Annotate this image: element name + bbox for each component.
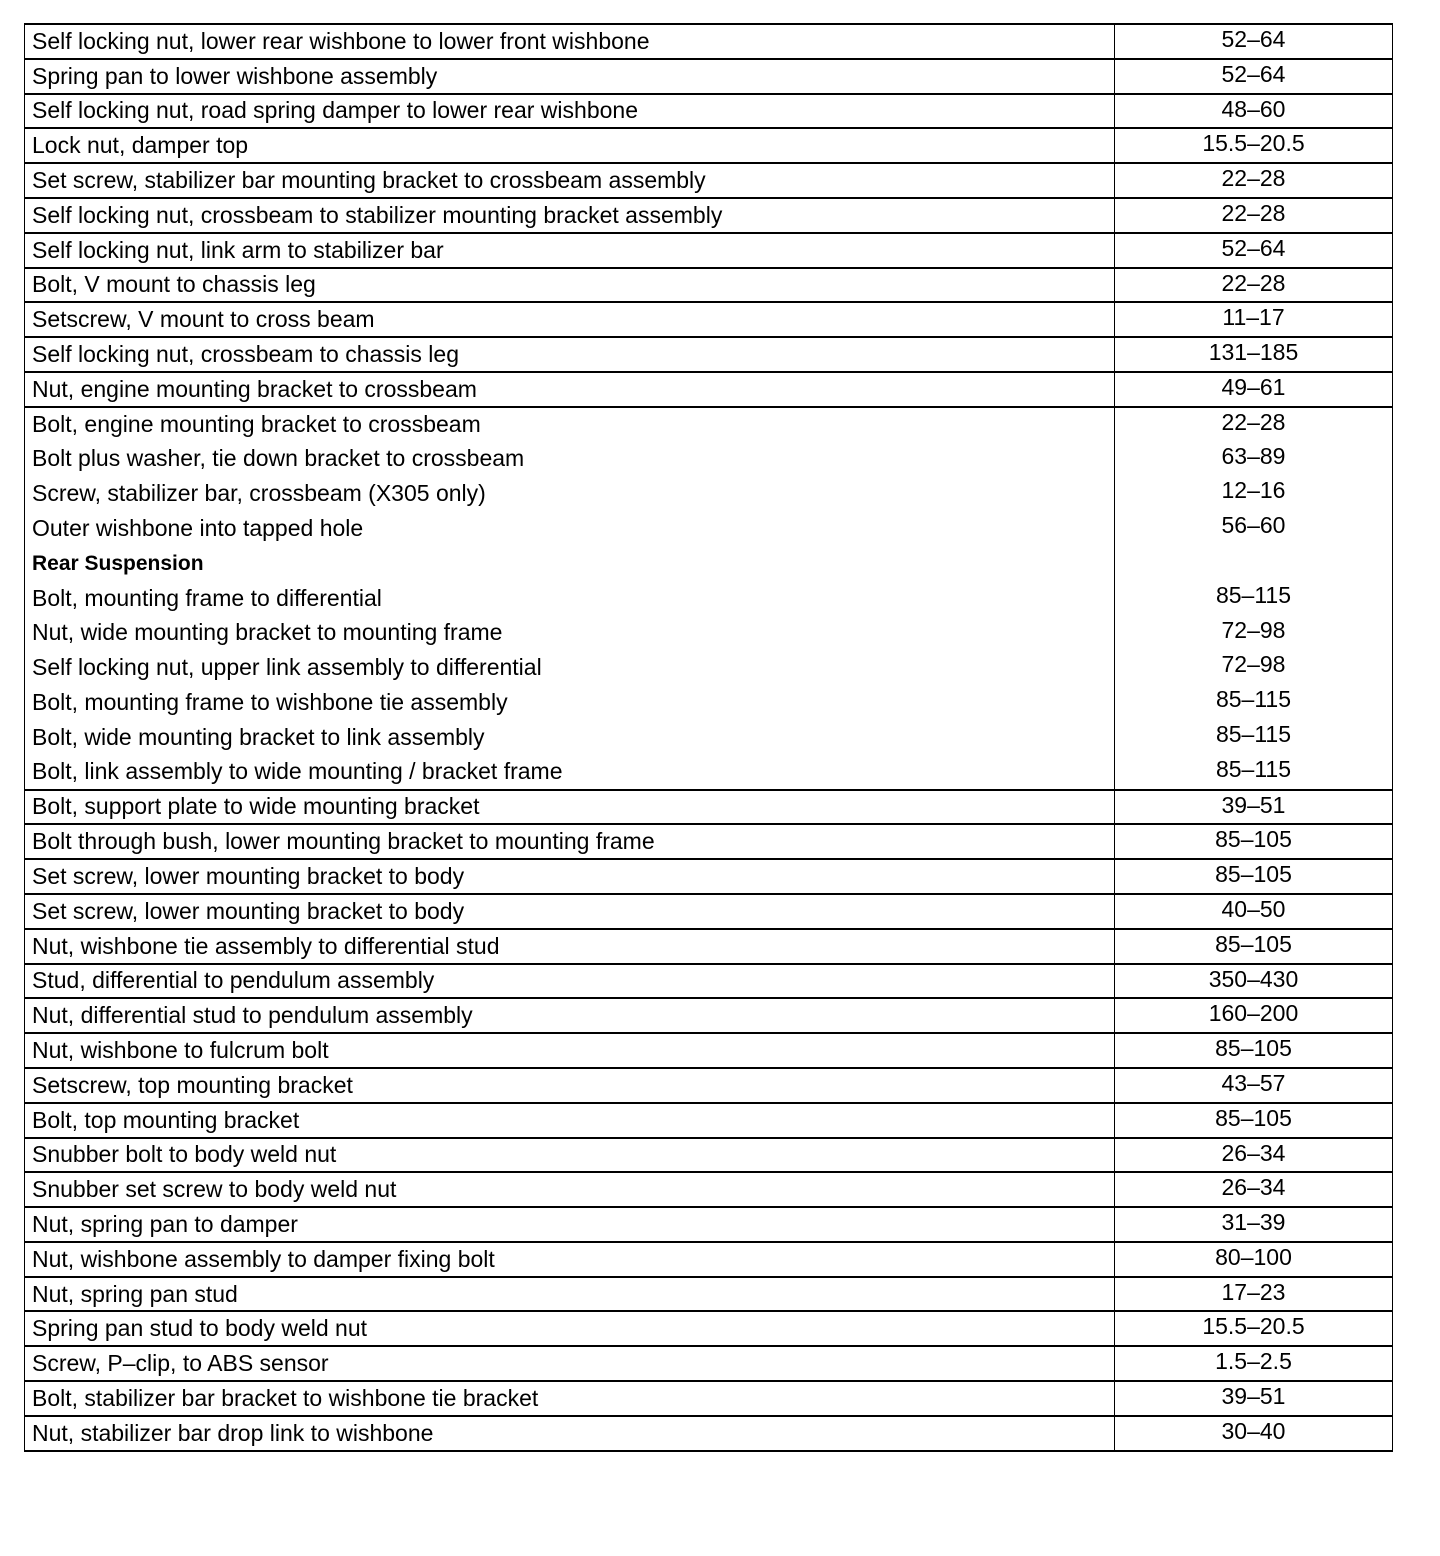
- row-torque-value: 85–115: [1115, 685, 1393, 720]
- table-row: [25, 1103, 1393, 1138]
- table-row: [25, 302, 1393, 337]
- row-description: Bolt, stabilizer bar bracket to wishbone tie bracket: [25, 1381, 1115, 1416]
- row-torque-value: 85–105: [1115, 1033, 1393, 1068]
- row-description: Outer wishbone into tapped hole: [25, 511, 1115, 546]
- row-torque-value: [1115, 546, 1393, 581]
- row-description: Nut, wishbone tie assembly to differential stud: [25, 929, 1115, 964]
- row-torque-value: 22–28: [1115, 407, 1393, 442]
- row-torque-value: 52–64: [1115, 59, 1393, 94]
- table-row: [25, 1381, 1393, 1416]
- table-row: [25, 720, 1393, 755]
- row-torque-value: 56–60: [1115, 511, 1393, 546]
- table-row: [25, 94, 1393, 129]
- row-description: Snubber set screw to body weld nut: [25, 1172, 1115, 1207]
- row-torque-value: 52–64: [1115, 24, 1393, 59]
- row-description: Nut, wishbone to fulcrum bolt: [25, 1033, 1115, 1068]
- row-torque-value: 26–34: [1115, 1138, 1393, 1173]
- row-torque-value: 31–39: [1115, 1207, 1393, 1242]
- row-description: Spring pan to lower wishbone assembly: [25, 59, 1115, 94]
- table-row: [25, 59, 1393, 94]
- row-description: Nut, stabilizer bar drop link to wishbone: [25, 1416, 1115, 1451]
- row-description: Bolt, V mount to chassis leg: [25, 268, 1115, 303]
- row-description: Bolt plus washer, tie down bracket to crossbeam: [25, 442, 1115, 477]
- section-heading-row: [25, 546, 1393, 581]
- row-torque-value: 48–60: [1115, 94, 1393, 129]
- row-torque-value: 85–115: [1115, 581, 1393, 616]
- table-row: [25, 372, 1393, 407]
- row-torque-value: 43–57: [1115, 1068, 1393, 1103]
- row-description: Self locking nut, road spring damper to lower rear wishbone: [25, 94, 1115, 129]
- row-description: Bolt, mounting frame to wishbone tie assembly: [25, 685, 1115, 720]
- row-description: Screw, stabilizer bar, crossbeam (X305 only): [25, 476, 1115, 511]
- table-row: [25, 650, 1393, 685]
- table-row: [25, 824, 1393, 859]
- table-row: [25, 929, 1393, 964]
- table-row: [25, 859, 1393, 894]
- row-torque-value: 39–51: [1115, 1381, 1393, 1416]
- row-torque-value: 85–105: [1115, 929, 1393, 964]
- table-row: [25, 998, 1393, 1033]
- row-description: Bolt, mounting frame to differential: [25, 581, 1115, 616]
- table-row: [25, 755, 1393, 790]
- row-torque-value: 63–89: [1115, 442, 1393, 477]
- row-description: Screw, P–clip, to ABS sensor: [25, 1346, 1115, 1381]
- row-description: Bolt, link assembly to wide mounting / bracket frame: [25, 755, 1115, 790]
- row-torque-value: 85–105: [1115, 1103, 1393, 1138]
- row-description: Bolt, support plate to wide mounting bracket: [25, 790, 1115, 825]
- table-row: [25, 233, 1393, 268]
- row-torque-value: 15.5–20.5: [1115, 128, 1393, 163]
- row-torque-value: 85–115: [1115, 720, 1393, 755]
- row-description: Bolt through bush, lower mounting bracket to mounting frame: [25, 824, 1115, 859]
- table-row: [25, 511, 1393, 546]
- row-description: Set screw, lower mounting bracket to body: [25, 894, 1115, 929]
- row-torque-value: 22–28: [1115, 268, 1393, 303]
- row-torque-value: 15.5–20.5: [1115, 1311, 1393, 1346]
- row-description: Setscrew, top mounting bracket: [25, 1068, 1115, 1103]
- row-description: Self locking nut, link arm to stabilizer bar: [25, 233, 1115, 268]
- row-torque-value: 52–64: [1115, 233, 1393, 268]
- row-torque-value: 160–200: [1115, 998, 1393, 1033]
- table-row: [25, 964, 1393, 999]
- row-description: Set screw, lower mounting bracket to body: [25, 859, 1115, 894]
- row-torque-value: 1.5–2.5: [1115, 1346, 1393, 1381]
- row-description: Stud, differential to pendulum assembly: [25, 964, 1115, 999]
- table-row: [25, 163, 1393, 198]
- row-torque-value: 22–28: [1115, 163, 1393, 198]
- row-description: Bolt, engine mounting bracket to crossbeam: [25, 407, 1115, 442]
- row-description: Nut, spring pan to damper: [25, 1207, 1115, 1242]
- row-torque-value: 72–98: [1115, 616, 1393, 651]
- table-row: [25, 1207, 1393, 1242]
- table-row: [25, 1138, 1393, 1173]
- table-row: [25, 476, 1393, 511]
- table-row: [25, 198, 1393, 233]
- row-description: Set screw, stabilizer bar mounting bracket to crossbeam assembly: [25, 163, 1115, 198]
- row-torque-value: 85–115: [1115, 755, 1393, 790]
- table-row: [25, 337, 1393, 372]
- row-torque-value: 72–98: [1115, 650, 1393, 685]
- row-torque-value: 30–40: [1115, 1416, 1393, 1451]
- row-description: Nut, spring pan stud: [25, 1277, 1115, 1312]
- row-description: Self locking nut, upper link assembly to differential: [25, 650, 1115, 685]
- row-description: Bolt, wide mounting bracket to link assembly: [25, 720, 1115, 755]
- row-torque-value: 49–61: [1115, 372, 1393, 407]
- row-description: Bolt, top mounting bracket: [25, 1103, 1115, 1138]
- row-description: Snubber bolt to body weld nut: [25, 1138, 1115, 1173]
- row-torque-value: 40–50: [1115, 894, 1393, 929]
- table-row: [25, 685, 1393, 720]
- table-row: [25, 268, 1393, 303]
- table-row: [25, 24, 1393, 59]
- row-torque-value: 11–17: [1115, 302, 1393, 337]
- row-torque-value: 350–430: [1115, 964, 1393, 999]
- row-torque-value: 85–105: [1115, 824, 1393, 859]
- row-description: Lock nut, damper top: [25, 128, 1115, 163]
- torque-table-body: [25, 24, 1393, 1451]
- row-torque-value: 39–51: [1115, 790, 1393, 825]
- row-description: Nut, differential stud to pendulum assembly: [25, 998, 1115, 1033]
- table-row: [25, 128, 1393, 163]
- row-torque-value: 17–23: [1115, 1277, 1393, 1312]
- row-torque-value: 26–34: [1115, 1172, 1393, 1207]
- table-row: [25, 442, 1393, 477]
- table-row: [25, 790, 1393, 825]
- table-row: [25, 1346, 1393, 1381]
- torque-specification-table: [24, 23, 1393, 1452]
- table-row: [25, 1277, 1393, 1312]
- row-description: Nut, wishbone assembly to damper fixing bolt: [25, 1242, 1115, 1277]
- table-row: [25, 1172, 1393, 1207]
- table-row: [25, 1416, 1393, 1451]
- section-heading: Rear Suspension: [25, 546, 1115, 581]
- row-torque-value: 80–100: [1115, 1242, 1393, 1277]
- row-torque-value: 85–105: [1115, 859, 1393, 894]
- row-torque-value: 22–28: [1115, 198, 1393, 233]
- table-row: [25, 581, 1393, 616]
- table-row: [25, 407, 1393, 442]
- row-description: Self locking nut, crossbeam to chassis leg: [25, 337, 1115, 372]
- row-description: Self locking nut, crossbeam to stabilizer mounting bracket assembly: [25, 198, 1115, 233]
- table-row: [25, 894, 1393, 929]
- table-row: [25, 1242, 1393, 1277]
- row-description: Nut, engine mounting bracket to crossbeam: [25, 372, 1115, 407]
- row-description: Setscrew, V mount to cross beam: [25, 302, 1115, 337]
- row-torque-value: 131–185: [1115, 337, 1393, 372]
- table-row: [25, 1033, 1393, 1068]
- table-row: [25, 616, 1393, 651]
- row-description: Self locking nut, lower rear wishbone to lower front wishbone: [25, 24, 1115, 59]
- table-row: [25, 1311, 1393, 1346]
- row-description: Nut, wide mounting bracket to mounting frame: [25, 616, 1115, 651]
- row-torque-value: 12–16: [1115, 476, 1393, 511]
- row-description: Spring pan stud to body weld nut: [25, 1311, 1115, 1346]
- table-row: [25, 1068, 1393, 1103]
